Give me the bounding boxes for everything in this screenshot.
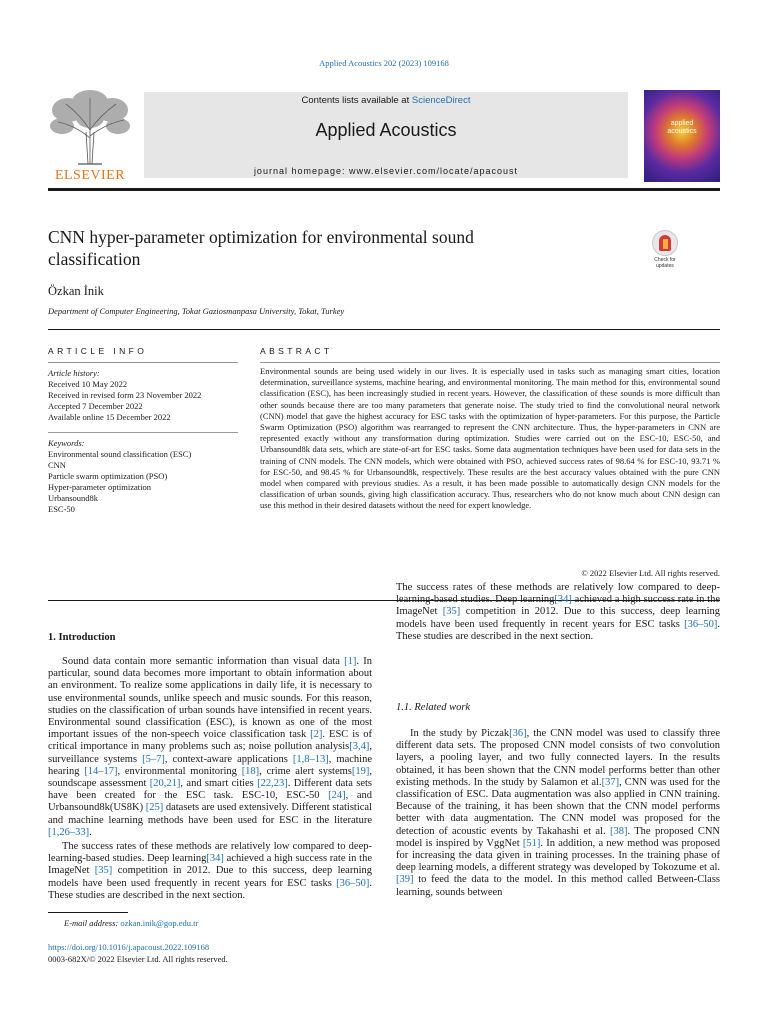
paper-title xyxy=(48,226,608,270)
intro-paragraph-1 xyxy=(48,656,372,839)
reference-link[interactable]: [34] xyxy=(554,594,572,606)
article-info-rule xyxy=(48,362,238,363)
keyword-item[interactable]: CNN xyxy=(48,460,66,470)
doi-link[interactable]: https://doi.org/10.1016/j.apacoust.2022.109168 xyxy=(48,942,210,952)
paragraph-text: , and smart cities xyxy=(180,778,258,790)
reference-link[interactable]: [19] xyxy=(351,765,370,777)
journal-homepage-link[interactable]: journal homepage: www.elsevier.com/locate/apacoust xyxy=(253,166,519,176)
cover-title-line2: acoustics xyxy=(667,128,697,135)
paragraph-text: , CNN was used for the classification of ESC. Data augmentation was also applied in CNN training. Because of the training, it has been shown that the CNN model performs better with data augmentation. The CNN model was proposed for the detection of acoustic events by Takahashi et al. xyxy=(396,776,720,837)
crossmark-icon xyxy=(652,230,678,256)
paragraph-text: The success rates of these methods are relatively low compared to deep-learning-based studies. Deep learning xyxy=(48,841,372,865)
crossmark-label-line2: updates xyxy=(656,263,674,269)
reference-link[interactable]: [1] xyxy=(344,656,357,667)
paragraph-text: . Different data sets have been created for the ESC task. ESC-10, ESC-50 xyxy=(48,778,372,802)
abstract-heading: ABSTRACT xyxy=(260,346,333,356)
article-history xyxy=(48,368,238,423)
footnote-rule xyxy=(48,912,128,913)
history-revised: Received in revised form 23 November 2022 xyxy=(48,390,202,400)
keyword-item[interactable]: Particle swarm optimization (PSO) xyxy=(48,471,168,481)
reference-link[interactable]: [25] xyxy=(145,802,164,814)
elsevier-logo[interactable] xyxy=(48,88,132,184)
issn-copyright: 0003-682X/© 2022 Elsevier Ltd. All rights reserved. xyxy=(48,954,228,964)
reference-link[interactable]: [37] xyxy=(601,776,620,788)
paper-title-line1: CNN hyper-parameter optimization for environmental sound xyxy=(48,227,474,247)
keyword-item[interactable]: Environmental sound classification (ESC) xyxy=(48,449,192,459)
author-email-footnote xyxy=(64,918,198,928)
author-affiliation: Department of Computer Engineering, Tokat Gaziosmanpasa University, Tokat, Turkey xyxy=(48,306,345,316)
history-label: Article history: xyxy=(48,368,100,378)
contents-line xyxy=(144,95,628,106)
author-email-link[interactable]: ozkan.inik@gop.edu.tr xyxy=(120,918,199,928)
abstract-text: Environmental sounds are being used widely in our lives. It is especially used in tasks such as managing smart cities, location determination, surveillance systems, machine hearing, and environmental monitoring. The main method for this, environmental sound classification (ESC), has been increasingly studied in recent years. However, the classification of these sounds is more difficult than other sounds because there are too many parameters that generate noise. The study tried to find the convolutional neural network (CNN) model that gave the highest accuracy for ESC tasks with the optimization of hyper-parameters. For this purpose, the Particle Swarm Optimization (PSO) algorithm was rearranged to represent the CNN architecture. Thus, the hyper-parameters in CNN are represented exactly without any transformation during optimization. Studies were carried out on the ESC-10, ESC-50, and Urbansound8k data sets, which are state-of-art for ESC tasks. Some data augmentation techniques have been used for data sets in the training of CNN models. The CNN models, which were obtained with PSO, achieved success rates of 98.64 % for ESC-10, 93.71 % for ESC-50, and 98.45 % for Urbansound8k, respectively. These results are the best accuracy values obtained with the pure CNN model when compared with previous studies. As a result, it has been made possible to automatically design CNN models for the classification of urban sounds, giving high classification accuracy. Thus, researchers who do not know much about CNN design can use this method in their desired datasets without the need for expert knowledge. xyxy=(260,366,720,511)
paragraph-text: . These studies are described in the next section. xyxy=(396,618,720,642)
keywords-rule xyxy=(48,432,238,433)
journal-citation[interactable]: Applied Acoustics 202 (2023) 109168 xyxy=(319,58,449,68)
history-accepted: Accepted 7 December 2022 xyxy=(48,401,143,411)
paragraph-text: competition in 2012. Due to this success, deep learning models have been used frequently in recent years for ESC tasks xyxy=(396,606,720,630)
keyword-item[interactable]: Urbansound8k xyxy=(48,493,99,503)
journal-masthead xyxy=(48,84,720,190)
paragraph-text: . In addition, a new method was proposed for increasing the data given in training processes. In the training phase of deep learning models, a different strategy was developed by Tokozume et al. xyxy=(396,837,720,874)
keyword-item[interactable]: Hyper-parameter optimization xyxy=(48,482,151,492)
reference-link[interactable]: [1,26–33] xyxy=(48,826,90,838)
masthead-rule xyxy=(48,188,720,191)
paragraph-text: . xyxy=(89,826,92,838)
reference-link[interactable]: [20,21] xyxy=(149,778,181,790)
reference-link[interactable]: [36] xyxy=(509,728,527,739)
sciencedirect-link[interactable]: ScienceDirect xyxy=(411,95,471,106)
paragraph-text: , surveillance systems xyxy=(48,741,372,765)
history-received: Received 10 May 2022 xyxy=(48,379,128,389)
reference-link[interactable]: [18] xyxy=(241,765,260,777)
reference-link[interactable]: [24] xyxy=(328,790,346,802)
reference-link[interactable]: [38] xyxy=(609,825,628,837)
left-column xyxy=(48,656,373,901)
abstract-copyright: © 2022 Elsevier Ltd. All rights reserved. xyxy=(581,568,720,578)
journal-name[interactable]: Applied Acoustics xyxy=(315,120,457,140)
masthead-banner xyxy=(144,92,628,178)
elsevier-tree-icon xyxy=(48,88,132,166)
reference-link[interactable]: [5–7] xyxy=(142,753,165,765)
reference-link[interactable]: [35] xyxy=(94,865,113,877)
paragraph-text: Sound data contain more semantic information than visual data xyxy=(62,656,345,667)
keyword-item[interactable]: ESC-50 xyxy=(48,504,75,514)
paragraph-text: , the CNN model was used to classify three different data sets. The proposed CNN model consists of two convolution layers, a pooling layer, and two fully connected layers. In the results obtained, it has been shown that the CNN model performs better than other existing methods. In the study by Salamon et al. xyxy=(396,728,720,788)
paragraph-text: achieved a high success rate in the ImageNet xyxy=(48,853,373,877)
keywords-label: Keywords: xyxy=(48,438,85,448)
reference-link[interactable]: [22,23] xyxy=(257,778,288,790)
right-column xyxy=(396,728,720,926)
paragraph-text: , crime alert systems xyxy=(259,765,352,777)
paragraph-text: , environmental monitoring xyxy=(117,765,242,777)
keywords-list xyxy=(48,438,238,515)
reference-link[interactable]: [51] xyxy=(522,837,541,849)
paragraph-text: . These studies are described in the next section. xyxy=(48,877,372,901)
reference-link[interactable]: [39] xyxy=(396,874,414,886)
paragraph-text: achieved a high success rate in the ImageNet xyxy=(396,594,721,618)
paragraph-text: to feed the data to the model. In this method called Between-Class learning, sounds between xyxy=(396,874,720,898)
history-online: Available online 15 December 2022 xyxy=(48,412,171,422)
article-info-heading: ARTICLE INFO xyxy=(48,346,148,356)
reference-link[interactable]: [35] xyxy=(442,606,461,618)
paragraph-text: competition in 2012. Due to this success, deep learning models have been used frequently in recent years for ESC tasks xyxy=(48,865,372,889)
contents-prefix: Contents lists available at xyxy=(301,95,412,106)
header-divider xyxy=(48,329,720,330)
paragraph-text: . The proposed CNN model is inspired by VggNet xyxy=(396,825,720,849)
reference-link[interactable]: [2] xyxy=(310,729,323,741)
paragraph-text: . In particular, sound data becomes more important to obtain information about an environment. To realize some applications in daily life, it is necessary to use environmental sounds, unlike speech and music sounds. For this reason, studies on the classification of urban sounds have intensified in recent years. Environmental sound classification (ESC), is known as one of the most important issues of the non-speech voice classification task xyxy=(48,656,372,741)
intro-paragraph-2 xyxy=(48,841,373,901)
paragraph-text: . ESC is of critical importance in many problems such as; noise pollution analysis xyxy=(48,729,372,753)
reference-link[interactable]: [3,4] xyxy=(349,741,370,753)
paragraph-text: , context-aware applications xyxy=(164,753,293,765)
right-column-continuation xyxy=(396,582,721,678)
paragraph-text: The success rates of these methods are relatively low compared to deep-learning-based studies. Deep learning xyxy=(396,582,720,606)
paper-title-line2: classification xyxy=(48,249,141,269)
subsection-heading-related-work: 1.1. Related work xyxy=(396,702,471,713)
cover-title-line1: applied xyxy=(670,120,694,127)
reference-link[interactable]: [1,8–13] xyxy=(292,753,329,765)
cover-title xyxy=(644,120,720,136)
abstract-rule xyxy=(260,362,720,363)
journal-cover-image[interactable] xyxy=(644,90,720,182)
related-work-paragraph xyxy=(396,728,720,899)
reference-link[interactable]: [34] xyxy=(206,853,224,865)
reference-link[interactable]: [14–17] xyxy=(84,765,118,777)
paragraph-text: In the study by Piczak xyxy=(410,728,510,739)
reference-link[interactable]: [36–50] xyxy=(684,618,718,630)
paragraph-text: datasets are used extensively. Different statistical and machine learning methods have been used for ESC in the literature xyxy=(48,802,373,826)
check-for-updates-button[interactable] xyxy=(646,230,684,268)
reference-link[interactable]: [36–50] xyxy=(336,877,370,889)
elsevier-wordmark: ELSEVIER xyxy=(54,168,126,183)
crossmark-label-line1: Check for xyxy=(654,257,676,263)
paragraph-text: , machine hearing xyxy=(48,753,373,777)
author-name[interactable]: Özkan İnik xyxy=(48,284,104,298)
section-heading-introduction: 1. Introduction xyxy=(48,632,116,643)
intro-paragraph-2-continued xyxy=(396,582,720,643)
paragraph-text: , and Urbansound8k(US8K) xyxy=(48,790,372,814)
email-label: E-mail address: xyxy=(64,918,119,928)
crossmark-label xyxy=(646,257,684,269)
paragraph-text: , soundscape assessment xyxy=(48,765,372,790)
